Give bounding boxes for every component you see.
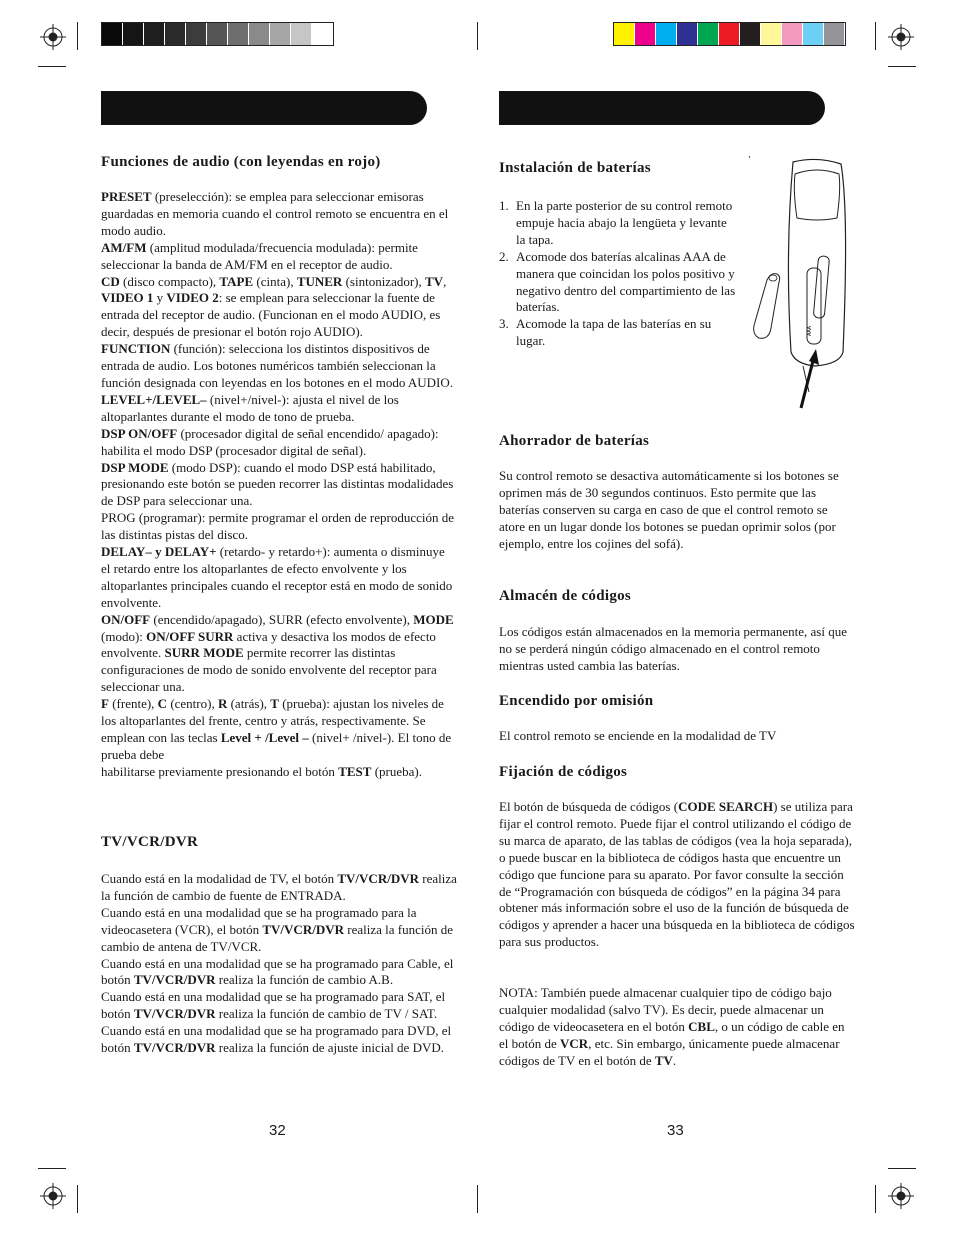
default-power-text: El control remoto se enciende en la modalidad de TV [499,728,777,743]
bold-term: F [101,696,109,712]
code-setting-heading: Fijación de códigos [499,764,628,780]
code-storage-text: Los códigos están almacenados en la memoria permanente, así que no se perderá ningún código almacenado en el control remoto mientras usted cambia las baterías. [499,624,847,673]
color-swatch [698,23,719,45]
color-swatch [635,23,656,45]
paragraph: DELAY– y DELAY+ (retardo- y retardo+): aumenta o disminuye el retardo entre los altoparlantes de efecto envolvente y los altoparlantes principales cuando el receptor está en modo de sonido envolvente. [101,544,453,610]
color-swatches [613,22,846,46]
remote-battery-illustration [745,152,855,412]
bold-term: Level + /Level – [220,730,309,745]
color-swatch [782,23,803,45]
bold-term: ON/OFF [101,611,151,627]
bold-term: TV/VCR/DVR [262,921,344,937]
paragraph: F (frente), C (centro), R (atrás), T (prueba): ajustan los niveles de los altoparlantes del frente, centro y atrás, respectivamente. Se emplean con las teclas Level + /Level – (nivel+ /nivel-). El tono de prueba debe [101,696,452,762]
right-header-bar [499,91,825,125]
bold-term: ON/OFF SURR [146,628,234,644]
paragraph: CD (disco compacto), TAPE (cinta), TUNER (sintonizador), TV, VIDEO 1 y VIDEO 2: se emplean para seleccionar la fuente de entrada del receptor de audio. (Funcionan en el modo AUDIO, es decir, después de presionar el botón rojo AUDIO). [101,273,447,340]
bold-term: C [157,696,168,712]
bold-term: TV [654,1052,673,1068]
color-swatch [186,23,207,45]
trim-mark [875,22,876,50]
bold-term: CODE SEARCH [678,799,774,814]
tv-vcr-dvr-heading: TV/VCR/DVR [101,834,199,850]
page-number-left: 32 [269,1122,286,1139]
bold-term: TV [425,273,444,289]
color-swatch [803,23,824,45]
paragraph: Cuando está en una modalidad que se ha programado para SAT, el botón TV/VCR/DVR realiza la función de cambio de TV / SAT. [101,989,446,1022]
code-storage-heading: Almacén de códigos [499,588,632,604]
bold-term: T [270,696,279,712]
paragraph: FUNCTION (función): selecciona los distintos dispositivos de entrada de audio. Los botones numéricos también seleccionan la función designada con leyendas en los botones en el modo AUDIO. [101,341,454,390]
trim-mark [77,1185,78,1213]
bold-term: AM/FM [101,239,147,255]
bold-term: DELAY– y DELAY+ [101,544,217,560]
bold-term: SURR MODE [164,645,244,661]
bold-term: R [217,696,228,712]
paragraph: PRESET (preselección): se emplea para seleccionar emisoras guardadas en memoria cuando el control remoto se encuentra en el modo audio. [101,189,449,238]
color-swatch [249,23,270,45]
bold-term: VIDEO 2 [166,290,219,306]
code-setting-text: El botón de búsqueda de códigos (CODE SEARCH) se utiliza para fijar el control remoto. Puede fijar el control utilizando el código de su marca de aparato, de las tablas de códigos (vea la hoja separada), o puede buscar en la biblioteca de códigos hasta que encuentre un código que funcione para su aparato. Por favor consulte la sección de “Programación con búsqueda de códigos” en la página 34 para obtener más información sobre el uso de la función de búsqueda de códigos y aprender a hacer una búsqueda en la biblioteca de códigos para sus productos. [499,799,855,950]
color-swatch [740,23,761,45]
battery-steps [499,198,739,350]
list-item: 2. Acomode dos baterías alcalinas AAA de manera que coincidan los polos positivo y negativo dentro del compartimiento de las baterías. [499,248,736,315]
list-item: 1. En la parte posterior de su control remoto empuje hacia abajo la lengüeta y levante la tapa. [499,198,733,247]
grayscale-swatches [101,22,334,46]
battery-label: AAA [807,325,813,336]
step-number: 1. [499,198,509,213]
paragraph: Cuando está en la modalidad de TV, el botón TV/VCR/DVR realiza la función de cambio de fuente de ENTRADA. [101,871,457,903]
bold-term: TV/VCR/DVR [133,1040,216,1056]
paragraph: Cuando está en una modalidad que se ha programado para Cable, el botón TV/VCR/DVR realiza la función de cambio A.B. [101,955,454,988]
color-swatch [614,23,635,45]
default-power-heading: Encendido por omisión [499,693,654,709]
trim-mark [38,1168,66,1169]
paragraph: Cuando está en una modalidad que se ha programado para DVD, el botón TV/VCR/DVR realiza la función de ajuste inicial de DVD. [101,1023,452,1056]
bold-term: VCR [560,1035,589,1051]
color-swatch [144,23,165,45]
trim-mark [38,66,66,67]
bold-term: DSP MODE [101,459,169,475]
paragraph: habilitarse previamente presionando el botón TEST (prueba). [101,763,422,779]
paragraph: DSP ON/OFF (procesador digital de señal encendido/ apagado): habilita el modo DSP (procesador digital de señal). [101,425,439,458]
paragraph: AM/FM (amplitud modulada/frecuencia modulada): permite seleccionar la banda de AM/FM en el receptor de audio. [101,239,418,272]
bold-term: TEST [338,763,372,779]
step-number: 2. [499,248,509,264]
color-swatch [677,23,698,45]
code-setting-note: NOTA: También puede almacenar cualquier tipo de código bajo cualquier modalidad (salvo TV). Es decir, puede almacenar un código de videocasetera en el botón CBL, o un código de cable en el botón de VCR, etc. Sin embargo, únicamente puede almacenar códigos de TV en el botón de TV. [499,985,845,1068]
tv-vcr-dvr-text [101,871,457,1057]
left-header-bar [101,91,427,125]
bold-term: TV/VCR/DVR [133,1006,216,1022]
bold-term: MODE [413,611,454,627]
audio-functions-text [101,189,457,781]
trim-mark [888,66,916,67]
paragraph: DSP MODE (modo DSP): cuando el modo DSP está habilitado, presionando este botón se pueden recorrer las distintas modalidades de DSP para seleccionar una. [101,459,454,509]
bold-term: VIDEO 1 [101,290,154,306]
registration-mark-icon [40,24,66,50]
bold-term: FUNCTION [101,341,171,357]
bold-term: TAPE [219,273,254,289]
color-swatch [228,23,249,45]
color-swatch [824,23,845,45]
bold-term: TUNER [296,273,343,289]
trim-mark [875,1185,876,1213]
registration-mark-icon [888,1183,914,1209]
color-swatch [123,23,144,45]
color-swatch [656,23,677,45]
bold-term: DSP ON/OFF [101,425,178,441]
paragraph: LEVEL+/LEVEL– (nivel+/nivel-): ajusta el nivel de los altoparlantes durante el modo de tono de prueba. [101,391,399,424]
trim-mark [477,22,478,50]
registration-mark-icon [888,24,914,50]
bold-term: TV/VCR/DVR [337,871,419,886]
color-swatch [207,23,228,45]
paragraph: PROG (programar): permite programar el orden de reproducción de las distintas pistas del disco. [101,510,455,543]
color-swatch [165,23,186,45]
paragraph: ON/OFF (encendido/apagado), SURR (efecto envolvente), MODE (modo): ON/OFF SURR activa y desactiva los modos de efecto envolvente. SURR MODE permite recorrer las distintas configuraciones de modo de sonido envolvente del receptor para seleccionar una. [101,611,454,695]
color-swatch [719,23,740,45]
audio-functions-heading: Funciones de audio (con leyendas en rojo) [101,154,381,170]
battery-saver-heading: Ahorrador de baterías [499,433,650,449]
registration-mark-icon [40,1183,66,1209]
bold-term: LEVEL+/LEVEL– [101,391,207,407]
battery-saver-text: Su control remoto se desactiva automáticamente si los botones se oprimen más de 30 segundos continuos. Esto permite que las baterías conserven su carga en caso de que el control remoto se atore en un lugar donde los botones se puedan oprimir solos (por ejemplo, entre los cojines del sofá). [499,468,839,551]
battery-installation-heading: Instalación de baterías [499,160,651,176]
color-swatch [761,23,782,45]
trim-mark [888,1168,916,1169]
page-number-right: 33 [667,1122,684,1139]
paragraph: Cuando está en una modalidad que se ha programado para la videocasetera (VCR), el botón TV/VCR/DVR realiza la función de cambio de antena de TV/VCR. [101,904,453,954]
color-swatch [312,23,333,45]
trim-mark [477,1185,478,1213]
color-swatch [102,23,123,45]
bold-term: CBL [688,1018,715,1034]
step-number: 3. [499,316,509,332]
bold-term: PRESET [101,189,152,204]
bold-term: TV/VCR/DVR [133,972,216,988]
color-swatch [291,23,312,45]
bold-term: CD [101,273,120,289]
trim-mark [77,22,78,50]
color-swatch [270,23,291,45]
list-item: 3. Acomode la tapa de las baterías en su lugar. [499,316,712,349]
